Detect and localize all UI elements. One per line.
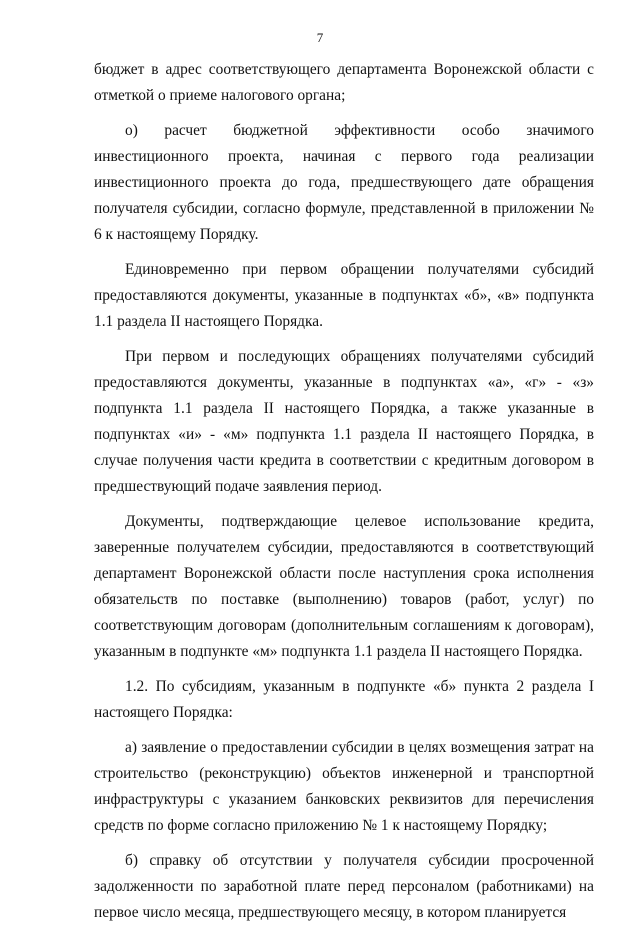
paragraph-section-1-2: 1.2. По субсидиям, указанным в подпункте «б» пункта 2 раздела I настоящего Порядка: xyxy=(94,678,594,721)
paragraph-continuation: бюджет в адрес соответствующего департамента Воронежской области с отметкой о приеме налогового органа; xyxy=(94,61,594,104)
page-number: 7 xyxy=(316,30,324,45)
paragraph-item-o: о) расчет бюджетной эффективности особо значимого инвестиционного проекта, начиная с первого года реализации инвестиционного проекта до года, предшествующего дате обращения получателя субсидии, согласно формуле, представленной в приложении № 6 к настоящему Порядку. xyxy=(94,122,594,243)
paragraph-item-a: а) заявление о предоставлении субсидии в целях возмещения затрат на строительство (реконструкцию) объектов инженерной и транспортной инфраструктуры с указанием банковских реквизитов для перечисления средств по форме согласно приложению № 1 к настоящему Порядку; xyxy=(94,739,594,834)
paragraph-one-time-documents: Единовременно при первом обращении получателями субсидий предоставляются документы, указанные в подпунктах «б», «в» подпункта 1.1 раздела II настоящего Порядка. xyxy=(94,261,594,330)
paragraph-confirming-documents: Документы, подтверждающие целевое использование кредита, заверенные получателем субсидии, предоставляются в соответствующий департамент Воронежской области после наступления срока исполнения обязательств по поставке (выполнению) товаров (работ, услуг) по соответствующим договорам (дополнительным соглашениям к договорам), указанным в подпункте «м» подпункта 1.1 раздела II настоящего Порядка. xyxy=(94,513,594,660)
paragraph-subsequent-documents: При первом и последующих обращениях получателями субсидий предоставляются документы, указанные в подпунктах «а», «г» - «з» подпункта 1.1 раздела II настоящего Порядка, а также указанные в подпунктах «и» - «м» подпункта 1.1 раздела II настоящего Порядка, в случае получения части кредита в соответствии с кредитным договором в предшествующий подаче заявления период. xyxy=(94,348,594,495)
document-body xyxy=(94,57,594,926)
paragraph-item-b: б) справку об отсутствии у получателя субсидии просроченной задолженности по заработной плате перед персоналом (работниками) на первое число месяца, предшествующего месяцу, в котором планируется xyxy=(94,852,594,921)
